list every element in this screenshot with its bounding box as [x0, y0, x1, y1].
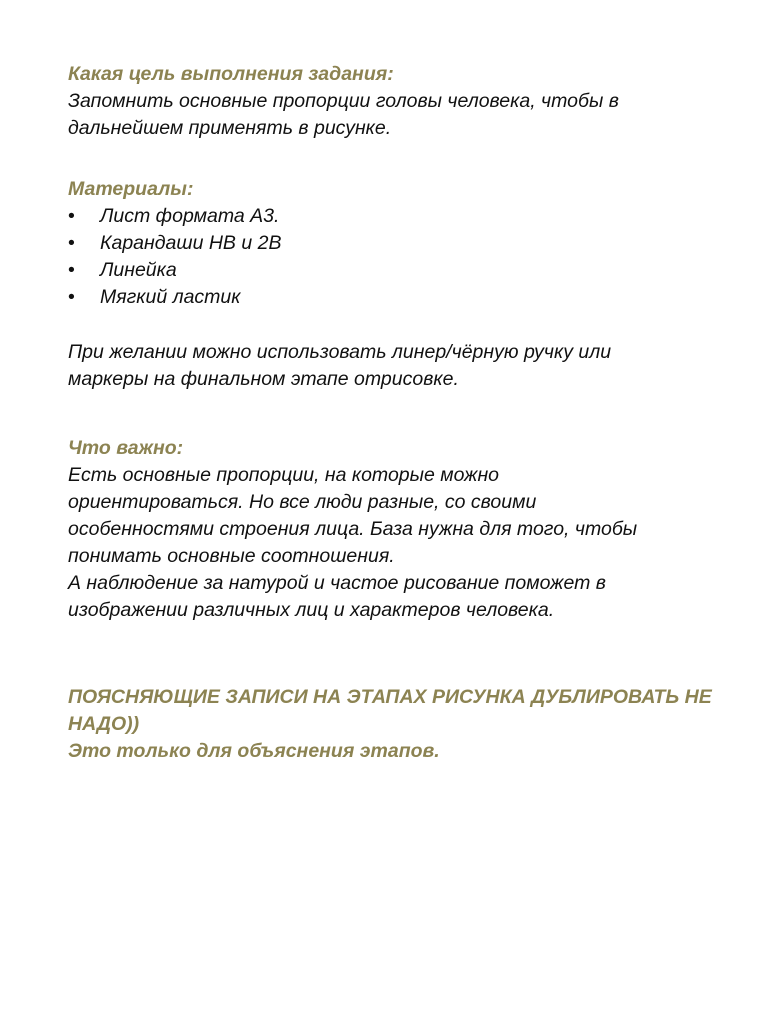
bullet-icon: •	[68, 286, 75, 308]
important-heading: Что важно:	[68, 437, 184, 459]
materials-note-line: маркеры на финальном этапе отрисовке.	[68, 368, 459, 390]
notice-line: НАДО))	[68, 713, 140, 735]
goal-line: Запомнить основные пропорции головы человека, чтобы в	[68, 90, 619, 112]
notice-line: ПОЯСНЯЮЩИЕ ЗАПИСИ НА ЭТАПАХ РИСУНКА ДУБЛИРОВАТЬ НЕ	[68, 686, 712, 708]
materials-item-label: Линейка	[100, 259, 177, 281]
materials-item-label: Мягкий ластик	[100, 286, 241, 308]
materials-item	[68, 203, 728, 230]
materials-note	[68, 339, 728, 393]
important-line: особенностями строения лица. База нужна для того, чтобы	[68, 518, 638, 540]
important-line: Есть основные пропорции, на которые можно	[68, 464, 500, 486]
goal-section	[68, 61, 728, 142]
important-line: изображении различных лиц и характеров человека.	[68, 599, 555, 621]
goal-heading: Какая цель выполнения задания:	[68, 63, 394, 85]
materials-heading: Материалы:	[68, 178, 194, 200]
materials-item	[68, 284, 728, 311]
bullet-icon: •	[68, 205, 75, 227]
notice-section	[68, 684, 728, 765]
materials-item	[68, 257, 728, 284]
materials-item	[68, 230, 728, 257]
materials-list	[68, 203, 728, 311]
bullet-icon: •	[68, 259, 75, 281]
materials-note-line: При желании можно использовать линер/чёрную ручку или	[68, 341, 612, 363]
materials-item-label: Карандаши НВ и 2В	[100, 232, 282, 254]
notice-line: Это только для объяснения этапов.	[68, 740, 440, 762]
bullet-icon: •	[68, 232, 75, 254]
important-line: ориентироваться. Но все люди разные, со своими	[68, 491, 537, 513]
goal-line: дальнейшем применять в рисунке.	[68, 117, 392, 139]
materials-item-label: Лист формата А3.	[100, 205, 280, 227]
important-line: А наблюдение за натурой и частое рисование поможет в	[68, 572, 606, 594]
materials-section	[68, 176, 728, 311]
important-section	[68, 435, 728, 624]
important-line: понимать основные соотношения.	[68, 545, 395, 567]
